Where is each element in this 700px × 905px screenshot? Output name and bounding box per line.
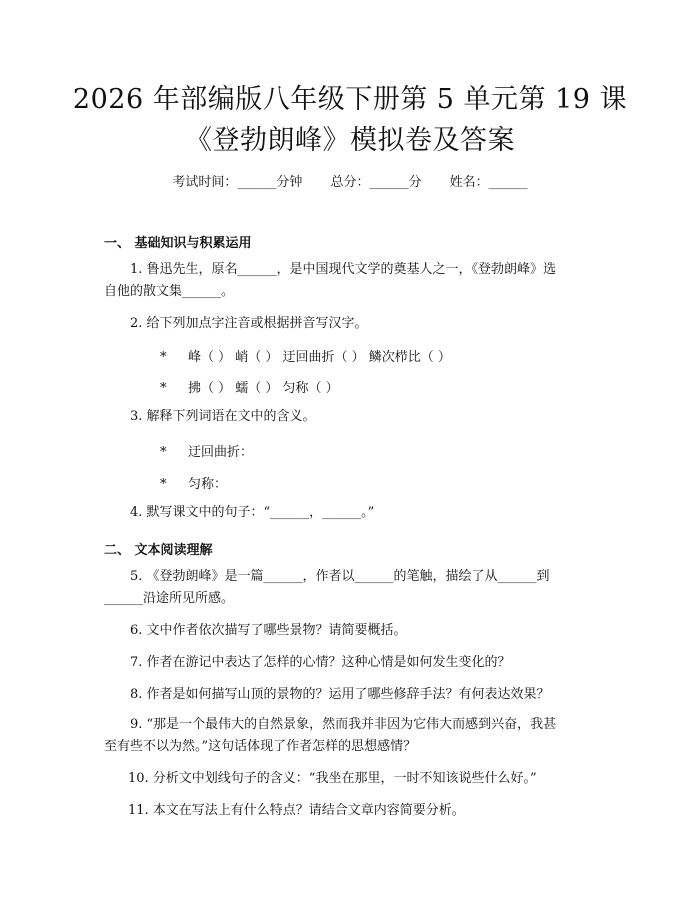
exam-time: 考试时间：______分钟 (172, 175, 303, 190)
section-1-heading: 一、 基础知识与积累运用 (104, 236, 252, 251)
question-2-bullet-1 (160, 346, 451, 365)
bullet-mark: * (160, 381, 167, 396)
question-1-line-1: 1. 鲁迅先生，原名______，是中国现代文学的奠基人之一，《登勃朗峰》选 (130, 262, 557, 277)
bullet-text: 迂回曲折： (188, 445, 254, 460)
question-4: 4. 默写课文中的句子：“______，______。” (130, 505, 375, 520)
bullet-mark: * (160, 445, 167, 460)
exam-name: 姓名：______ (449, 175, 528, 190)
bullet-text: 匀称： (188, 477, 228, 492)
question-3-bullet-2 (160, 473, 227, 492)
question-2: 2. 给下列加点字注音或根据拼音写汉字。 (130, 316, 368, 331)
question-7: 7. 作者在游记中表达了怎样的心情？这种心情是如何发生变化的？ (130, 655, 511, 670)
question-9-line-1: 9. “那是一个最伟大的自然景象，然而我并非因为它伟大而感到兴奋，我甚 (130, 717, 557, 732)
question-5-line-1: 5. 《登勃朗峰》是一篇______，作者以______的笔触，描绘了从______到 (130, 569, 550, 584)
question-9-line-2: 至有些不以为然。”这句话体现了作者怎样的思想感情？ (104, 739, 417, 754)
question-3-bullet-1 (160, 441, 253, 460)
question-11: 11. 本文在写法上有什么特点？请结合文章内容简要分析。 (128, 803, 465, 818)
question-8: 8. 作者是如何描写山顶的景物的？运用了哪些修辞手法？有何表达效果？ (130, 687, 550, 702)
question-2-bullet-2 (160, 377, 339, 396)
bullet-mark: * (160, 350, 167, 365)
title-line-2: 《登勃朗峰》模拟卷及答案 (185, 125, 515, 156)
bullet-text: 拂（ ） 蠕（ ） 匀称（ ） (188, 381, 339, 396)
exam-score: 总分：______分 (330, 175, 422, 190)
question-5-line-2: ______沿途所见所感。 (104, 591, 235, 606)
exam-info (0, 171, 700, 190)
bullet-text: 峰（ ） 峭（ ） 迂回曲折（ ） 鳞次栉比（ ） (188, 350, 451, 365)
question-10: 10. 分析文中划线句子的含义：“我坐在那里，一时不知该说些什么好。” (128, 771, 537, 786)
bullet-mark: * (160, 477, 167, 492)
question-3: 3. 解释下列词语在文中的含义。 (130, 409, 316, 424)
question-1-line-2: 自他的散文集______。 (104, 284, 235, 299)
question-6: 6. 文中作者依次描写了哪些景物？请简要概括。 (130, 623, 407, 638)
section-2-heading: 二、 文本阅读理解 (104, 543, 213, 558)
title-line-1: 2026 年部编版八年级下册第 5 单元第 19 课 (72, 84, 628, 115)
